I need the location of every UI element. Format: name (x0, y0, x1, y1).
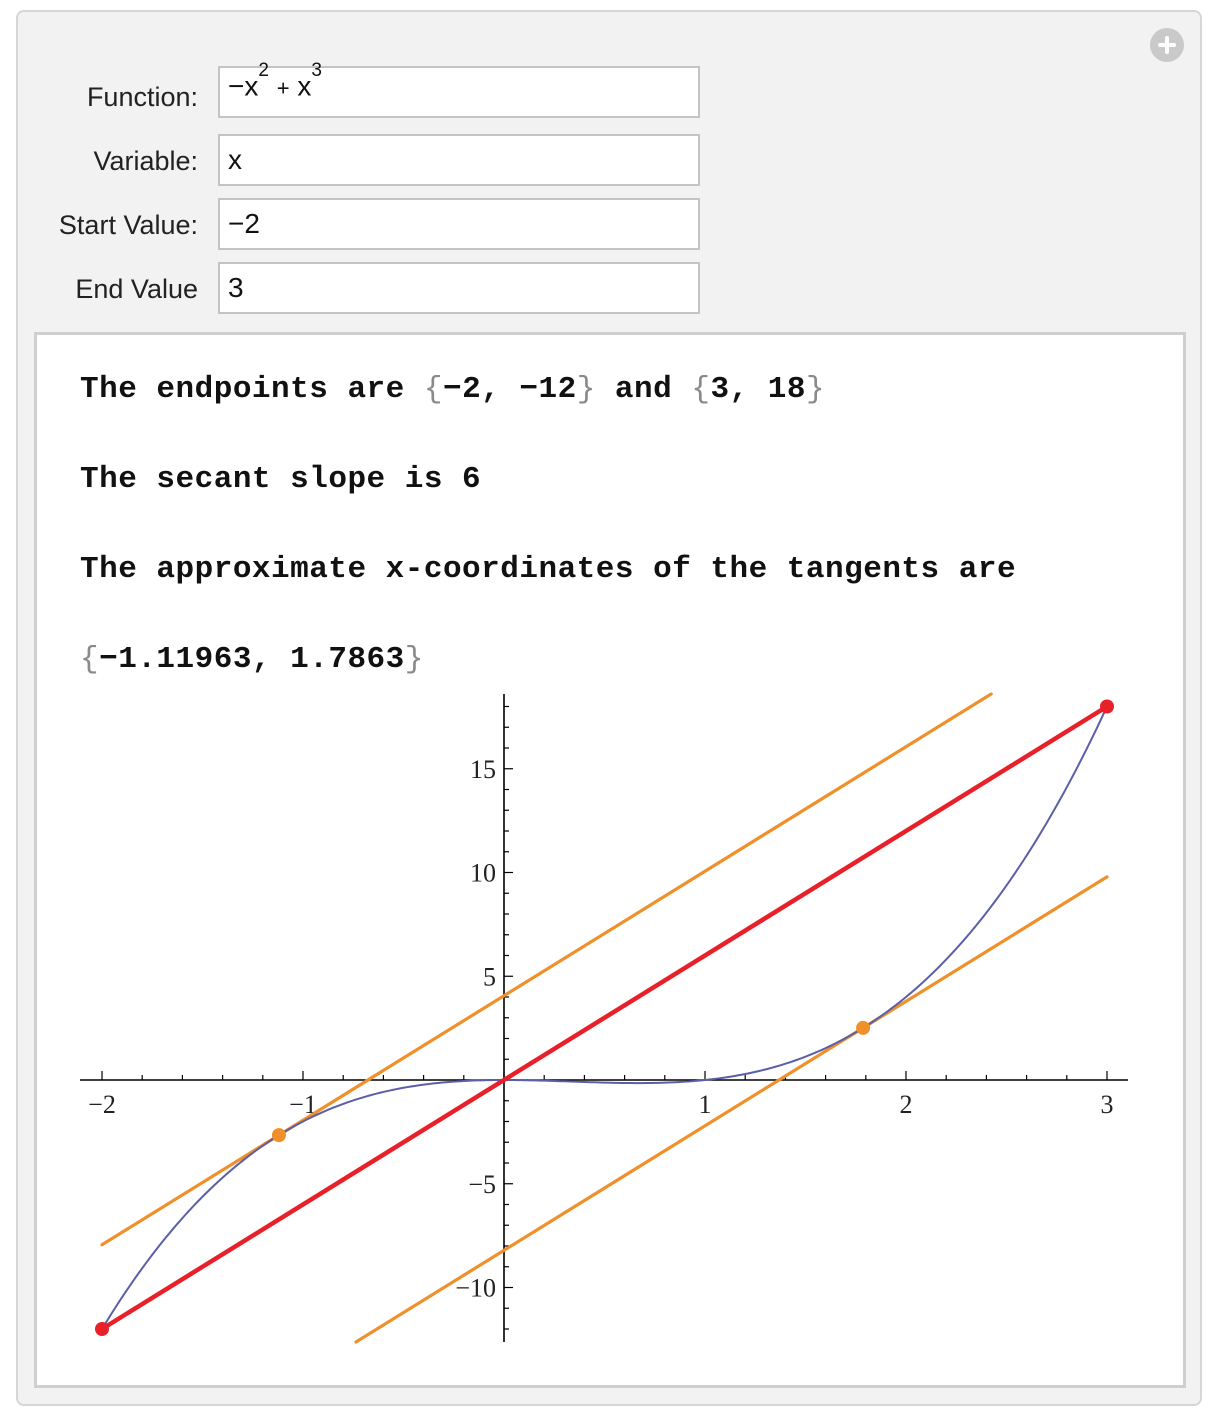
brace: } (576, 372, 596, 407)
x-tick-label: −1 (289, 1090, 317, 1119)
endpoint-marker (95, 1322, 109, 1336)
tangent-x-list: −1.11963, 1.7863 (99, 642, 405, 677)
x-tick-label: 3 (1100, 1090, 1114, 1119)
tangent-point-marker (856, 1021, 870, 1035)
x-tick-label: −2 (88, 1090, 116, 1119)
function-label: Function: (86, 82, 198, 112)
tangents-heading-text: The approximate x-coordinates of the tangents are (80, 552, 1017, 587)
function-term-2: x (297, 70, 312, 102)
tangent-line (356, 877, 1107, 1342)
function-term-1: −x (228, 70, 259, 102)
start-value-label: Start Value: (58, 210, 198, 240)
function-exponent-2: 3 (311, 60, 322, 82)
endpoint-marker (1100, 700, 1114, 714)
variable-input[interactable]: x (218, 134, 700, 186)
brace: { (80, 642, 100, 677)
secant-line (102, 707, 1107, 1330)
y-tick-label: −10 (455, 1273, 496, 1303)
function-exponent-1: 2 (258, 60, 269, 82)
y-tick-label: 15 (470, 754, 496, 784)
brace: { (423, 372, 443, 407)
y-tick-label: 10 (470, 858, 496, 888)
variable-label: Variable: (93, 146, 198, 176)
secant-slope-text: The secant slope is 6 (80, 462, 482, 497)
function-operator: + (276, 75, 290, 101)
tangent-line (102, 694, 991, 1245)
y-tick-label: 5 (483, 962, 496, 992)
brace: { (691, 372, 711, 407)
brace: } (805, 372, 826, 407)
brace: } (404, 642, 424, 677)
tangent-point-marker (272, 1128, 286, 1142)
endpoint-end: 3, 18 (710, 372, 806, 407)
end-value-input[interactable]: 3 (218, 262, 700, 314)
start-value-input[interactable]: −2 (218, 198, 700, 250)
endpoint-start: −2, −12 (442, 372, 577, 407)
y-tick-label: −5 (468, 1169, 496, 1199)
end-value-label: End Value (75, 274, 198, 304)
endpoints-prefix: The endpoints are (80, 372, 424, 407)
x-tick-label: 1 (698, 1090, 712, 1119)
x-tick-label: 2 (899, 1090, 913, 1119)
endpoints-and: and (595, 372, 692, 407)
